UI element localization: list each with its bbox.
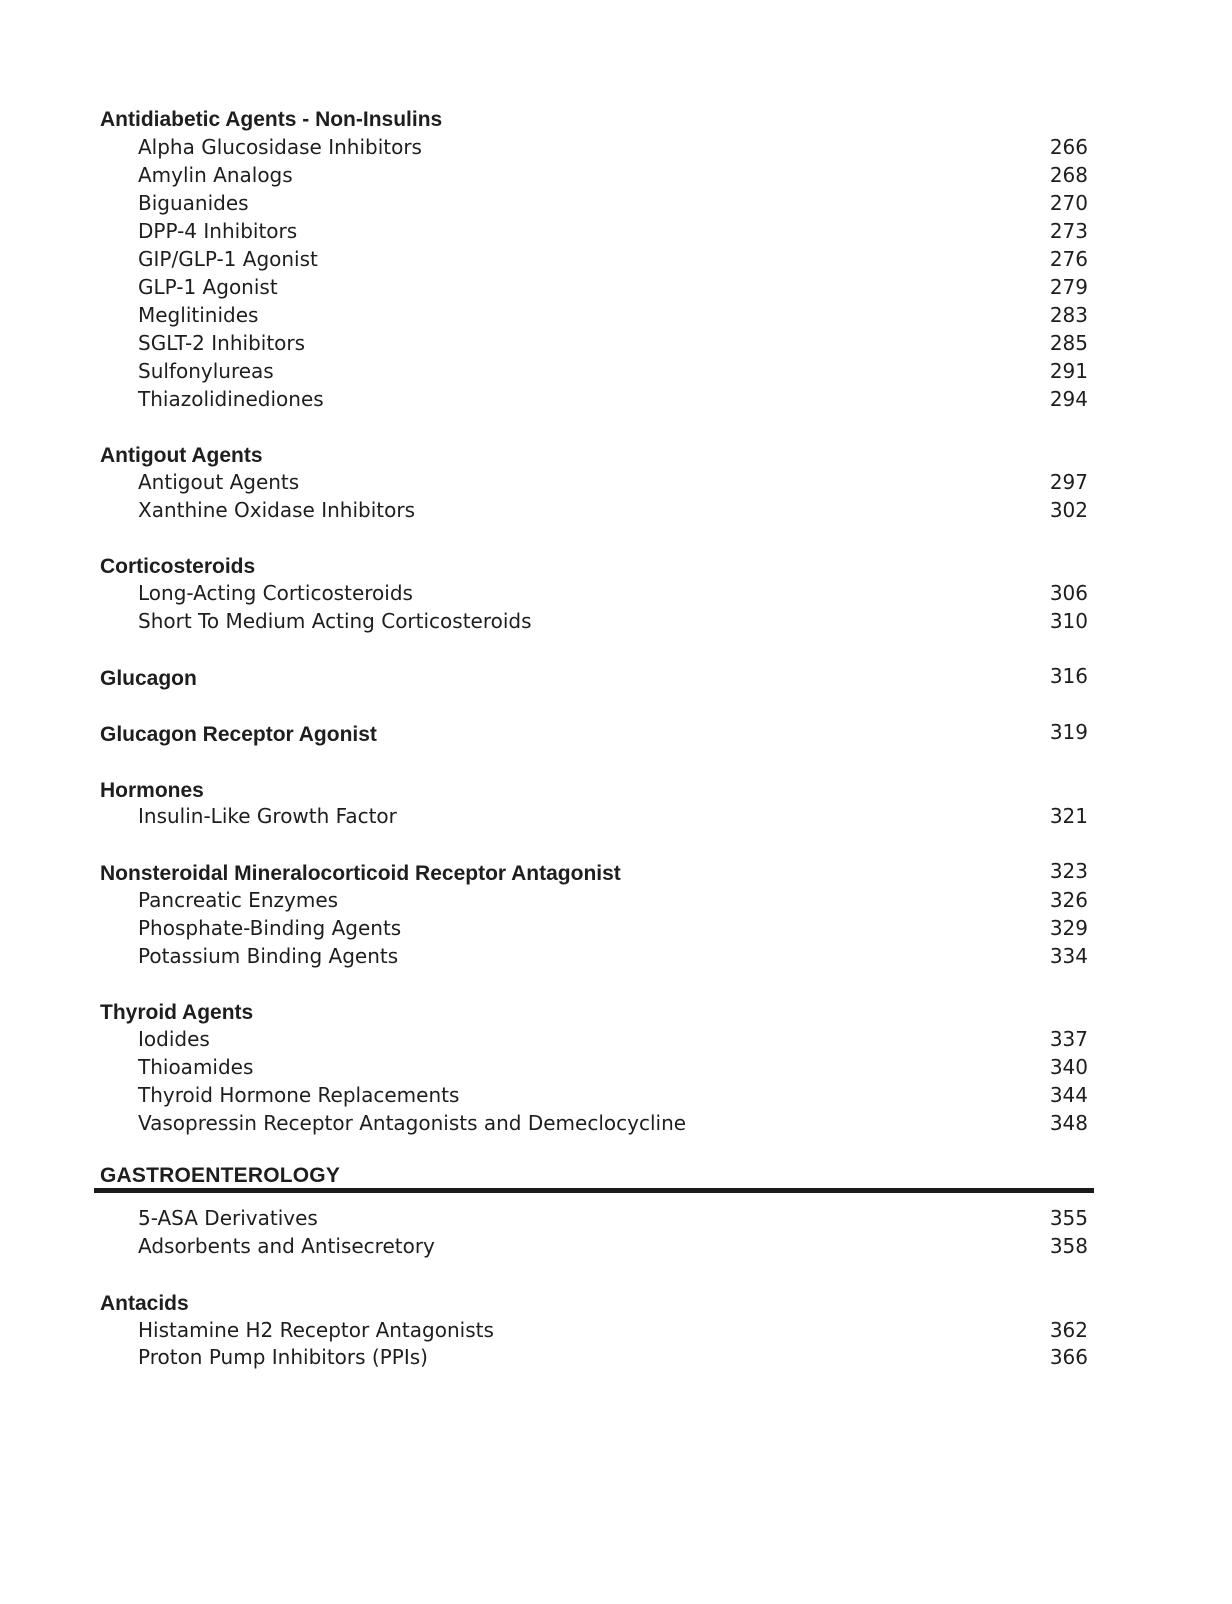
- toc-entry: [0, 133, 1232, 161]
- toc-heading: [0, 553, 1232, 581]
- toc-entry: [0, 496, 1232, 524]
- toc-entry-label: Thiazolidinediones: [138, 387, 324, 411]
- toc-page-number: 302: [1049, 498, 1088, 522]
- toc-entry: [0, 273, 1232, 301]
- toc-page-number: 285: [1049, 331, 1088, 355]
- toc-page-number: 266: [1049, 135, 1088, 159]
- toc-entry-label: Nonsteroidal Mineralocorticoid Receptor Antagonist: [100, 862, 621, 885]
- toc-entry-label: Antigout Agents: [138, 470, 300, 494]
- toc-entry-label: Hormones: [100, 779, 204, 802]
- toc-page-number: 291: [1049, 359, 1088, 383]
- toc-entry: [0, 301, 1232, 329]
- toc-entry-label: Thyroid Hormone Replacements: [138, 1083, 460, 1107]
- toc-heading: [0, 999, 1232, 1027]
- toc-page-number: 355: [1049, 1206, 1088, 1230]
- toc-entry: [0, 1109, 1232, 1137]
- toc-heading: [0, 721, 1232, 749]
- toc-entry-label: DPP-4 Inhibitors: [138, 219, 298, 243]
- toc-page-number: 348: [1049, 1111, 1088, 1135]
- toc-page-number: 268: [1049, 163, 1088, 187]
- toc-entry-label: GIP/GLP-1 Agonist: [138, 247, 318, 271]
- toc-entry: [0, 1081, 1232, 1109]
- toc-page-number: 279: [1049, 275, 1088, 299]
- toc-heading: [0, 860, 1232, 888]
- toc-page-number: 358: [1049, 1234, 1088, 1258]
- toc-page-number: 329: [1049, 916, 1088, 940]
- toc-page-number: 323: [1049, 859, 1088, 883]
- toc-page-number: 306: [1049, 581, 1088, 605]
- toc-page-number: 294: [1049, 387, 1088, 411]
- toc-page-number: 362: [1049, 1318, 1088, 1342]
- toc-entry-label: Proton Pump Inhibitors (PPIs): [138, 1345, 428, 1369]
- toc-entry: [0, 607, 1232, 635]
- toc-entry: [0, 161, 1232, 189]
- toc-page-number: 326: [1049, 888, 1088, 912]
- toc-entry: [0, 1025, 1232, 1053]
- toc-page-number: 321: [1049, 804, 1088, 828]
- toc-page-number: 283: [1049, 303, 1088, 327]
- toc-heading: [0, 1290, 1232, 1318]
- toc-entry: [0, 886, 1232, 914]
- toc-page-number: 316: [1049, 664, 1088, 688]
- toc-entry: [0, 385, 1232, 413]
- toc-entry-label: Phosphate-Binding Agents: [138, 916, 402, 940]
- toc-entry: [0, 329, 1232, 357]
- toc-entry-label: Thioamides: [138, 1055, 254, 1079]
- toc-page-number: 310: [1049, 609, 1088, 633]
- toc-entry: [0, 942, 1232, 970]
- toc-entry: [0, 1232, 1232, 1260]
- toc-entry-label: Long-Acting Corticosteroids: [138, 581, 413, 605]
- toc-entry-label: Antidiabetic Agents - Non-Insulins: [100, 108, 443, 131]
- toc-entry-label: Glucagon: [100, 667, 197, 690]
- toc-entry-label: Adsorbents and Antisecretory: [138, 1234, 435, 1258]
- toc-entry-label: Short To Medium Acting Corticosteroids: [138, 609, 532, 633]
- toc-entry-label: Antacids: [100, 1292, 189, 1315]
- toc-entry-label: Biguanides: [138, 191, 249, 215]
- toc-entry-label: 5-ASA Derivatives: [138, 1206, 318, 1230]
- toc-page-number: 297: [1049, 470, 1088, 494]
- toc-entry: [0, 217, 1232, 245]
- toc-entry: [0, 357, 1232, 385]
- toc-page-number: 340: [1049, 1055, 1088, 1079]
- toc-entry: [0, 189, 1232, 217]
- toc-page-number: 344: [1049, 1083, 1088, 1107]
- toc-heading: [0, 777, 1232, 805]
- section-divider: [94, 1188, 1094, 1193]
- toc-entry-label: SGLT-2 Inhibitors: [138, 331, 306, 355]
- toc-entry: [0, 245, 1232, 273]
- toc-entry: [0, 1204, 1232, 1232]
- toc-entry: [0, 468, 1232, 496]
- toc-entry: [0, 1053, 1232, 1081]
- toc-entry-label: Vasopressin Receptor Antagonists and Demeclocycline: [138, 1111, 687, 1135]
- toc-heading: [0, 665, 1232, 693]
- toc-entry-label: Histamine H2 Receptor Antagonists: [138, 1318, 494, 1342]
- toc-entry-label: Thyroid Agents: [100, 1001, 254, 1024]
- toc-entry-label: Corticosteroids: [100, 555, 256, 578]
- toc-entry-label: Potassium Binding Agents: [138, 944, 399, 968]
- toc-page-number: 276: [1049, 247, 1088, 271]
- toc-heading: [0, 442, 1232, 470]
- toc-entry: [0, 579, 1232, 607]
- toc-entry-label: GLP-1 Agonist: [138, 275, 278, 299]
- toc-entry-label: GASTROENTEROLOGY: [100, 1164, 341, 1187]
- toc-entry-label: Meglitinides: [138, 303, 259, 327]
- toc-page-number: 270: [1049, 191, 1088, 215]
- toc-entry-label: Sulfonylureas: [138, 359, 274, 383]
- toc-heading: [0, 106, 1232, 134]
- toc-page-number: 334: [1049, 944, 1088, 968]
- toc-page-number: 337: [1049, 1027, 1088, 1051]
- toc-entry-label: Insulin-Like Growth Factor: [138, 804, 397, 828]
- toc-page-number: 273: [1049, 219, 1088, 243]
- toc-entry-label: Amylin Analogs: [138, 163, 293, 187]
- toc-page-number: 319: [1049, 720, 1088, 744]
- toc-entry-label: Antigout Agents: [100, 444, 263, 467]
- toc-entry-label: Alpha Glucosidase Inhibitors: [138, 135, 422, 159]
- toc-section-title: [0, 1162, 1232, 1190]
- toc-entry: [0, 914, 1232, 942]
- toc-entry-label: Pancreatic Enzymes: [138, 888, 339, 912]
- toc-page-number: 366: [1049, 1345, 1088, 1369]
- toc-entry: [0, 1343, 1232, 1371]
- toc-entry: [0, 802, 1232, 830]
- toc-entry-label: Glucagon Receptor Agonist: [100, 723, 377, 746]
- toc-entry-label: Iodides: [138, 1027, 210, 1051]
- toc-entry-label: Xanthine Oxidase Inhibitors: [138, 498, 415, 522]
- toc-entry: [0, 1316, 1232, 1344]
